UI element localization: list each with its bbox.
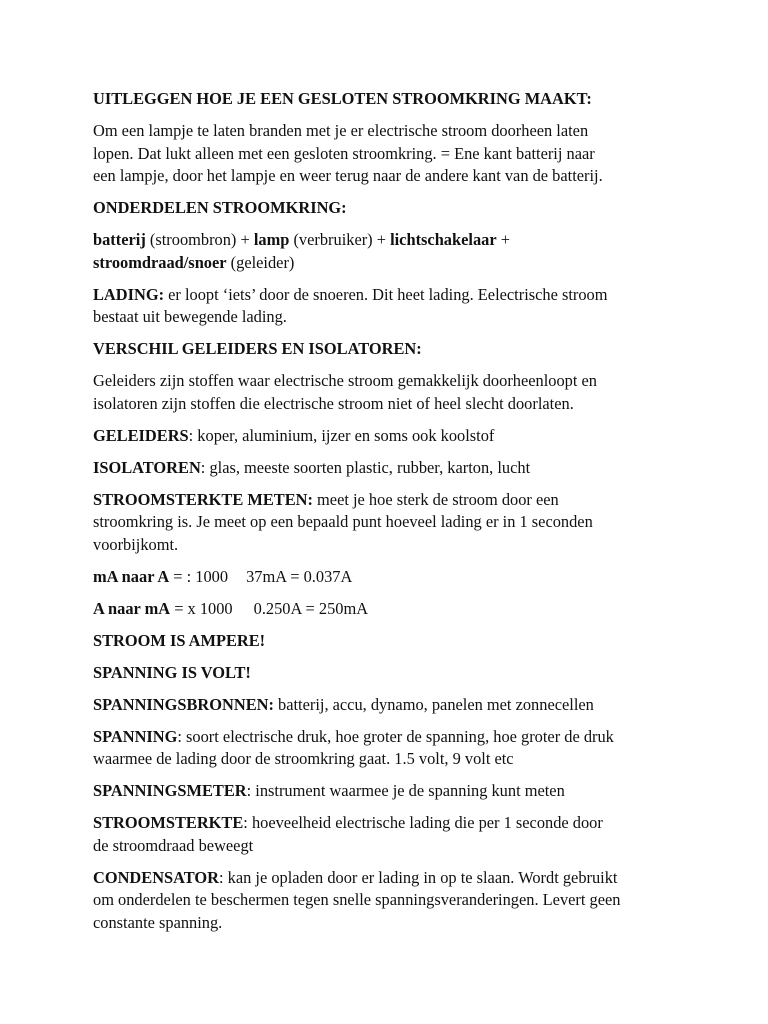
condensator-line-2: om onderdelen te beschermen tegen snelle spanningsveranderingen. Levert geen — [93, 890, 621, 909]
stroomsterkte-meten-line-3: voorbijkomt. — [93, 534, 179, 554]
verschil-line-1: Geleiders zijn stoffen waar electrische stroom gemakkelijk doorheenloopt en — [93, 371, 597, 390]
a-naar-ma-example: 0.250A = 250mA — [253, 598, 369, 618]
stroomsterkte-paragraph — [93, 812, 693, 857]
lading-line-2: bestaat uit bewegende lading. — [93, 307, 287, 326]
a-naar-ma-paragraph — [93, 598, 693, 621]
condensator-paragraph — [93, 867, 693, 935]
stroomsterkte-meten-line-1 — [93, 489, 693, 512]
batterij-desc: (stroombron) + — [145, 230, 254, 249]
isolatoren-text: : glas, meeste soorten plastic, rubber, karton, lucht — [200, 457, 531, 477]
term-lading: LADING: — [93, 284, 165, 304]
snoer-desc: (geleider) — [226, 252, 295, 272]
spanning-is-volt: SPANNING IS VOLT! — [93, 662, 251, 682]
onderdelen-paragraph — [93, 229, 693, 274]
term-batterij: batterij — [93, 230, 146, 249]
geleiders-text: : koper, aluminium, ijzer en soms ook koolstof — [188, 425, 495, 445]
term-condensator: CONDENSATOR — [93, 867, 219, 887]
ma-naar-a-example: 37mA = 0.037A — [246, 566, 353, 586]
geleiders-paragraph — [93, 425, 693, 448]
term-isolatoren: ISOLATOREN — [93, 457, 201, 477]
a-naar-ma-formula: = x 1000 — [170, 598, 233, 618]
onderdelen-line-1 — [93, 229, 693, 252]
condensator-line-3: constante spanning. — [93, 912, 223, 932]
spanning-line-1 — [93, 726, 693, 749]
lamp-desc: (verbruiker) + — [289, 230, 391, 249]
intro-line-3: een lampje, door het lampje en weer terug naar de andere kant van de batterij. — [93, 166, 603, 185]
term-geleiders: GELEIDERS — [93, 425, 189, 445]
term-lichtschakelaar: lichtschakelaar — [390, 230, 497, 249]
lading-line-1 — [93, 284, 693, 307]
stroomsterkte-meten-line-2: stroomkring is. Je meet op een bepaald punt hoeveel lading er in 1 seconden — [93, 512, 593, 531]
ma-naar-a-paragraph — [93, 566, 693, 589]
term-spanning: SPANNING — [93, 726, 178, 746]
spanning-text-1: : soort electrische druk, hoe groter de spanning, hoe groter de druk — [177, 726, 614, 746]
intro-paragraph — [93, 120, 693, 188]
term-a-naar-ma: A naar mA — [93, 598, 171, 618]
ma-naar-a-formula: = : 1000 — [169, 566, 229, 586]
intro-line-1: Om een lampje te laten branden met je er electrische stroom doorheen laten — [93, 121, 589, 140]
term-spanningsbronnen: SPANNINGSBRONNEN: — [93, 694, 274, 714]
onderdelen-line-2 — [93, 252, 693, 275]
verschil-line-2: isolatoren zijn stoffen die electrische stroom niet of heel slecht doorlaten. — [93, 393, 574, 413]
condensator-line-1 — [93, 867, 693, 890]
verschil-heading: VERSCHIL GELEIDERS EN ISOLATOREN: — [93, 339, 422, 358]
spanning-paragraph — [93, 726, 693, 771]
term-stroomsterkte: STROOMSTERKTE — [93, 813, 244, 832]
onderdelen-heading: ONDERDELEN STROOMKRING: — [93, 198, 347, 217]
plus-sign: + — [496, 230, 510, 249]
lading-paragraph — [93, 284, 693, 329]
term-spanningsmeter: SPANNINGSMETER — [93, 781, 247, 800]
verschil-paragraph — [93, 370, 693, 415]
lading-text-1: er loopt ‘iets’ door de snoeren. Dit heet lading. Eelectrische stroom — [164, 284, 608, 304]
condensator-text-1: : kan je opladen door er lading in op te slaan. Wordt gebruikt — [219, 867, 618, 887]
isolatoren-paragraph — [93, 457, 693, 480]
page-title: UITLEGGEN HOE JE EEN GESLOTEN STROOMKRING MAAKT: — [93, 89, 592, 108]
stroom-is-ampere: STROOM IS AMPERE! — [93, 630, 266, 650]
spanningsmeter-paragraph — [93, 780, 693, 803]
spanningsmeter-text: : instrument waarmee je de spanning kunt meten — [246, 781, 565, 800]
spanningsbronnen-paragraph — [93, 694, 693, 717]
spanning-line-2: waarmee de lading door de stroomkring gaat. 1.5 volt, 9 volt etc — [93, 749, 514, 768]
term-lamp: lamp — [253, 230, 290, 249]
spanningsbronnen-text: batterij, accu, dynamo, panelen met zonnecellen — [273, 694, 594, 714]
term-stroomsterkte-meten: STROOMSTERKTE METEN: — [93, 489, 313, 509]
intro-line-2: lopen. Dat lukt alleen met een gesloten stroomkring. = Ene kant batterij naar — [93, 143, 595, 163]
term-snoer: stroomdraad/snoer — [93, 252, 227, 272]
stroomsterkte-meten-text-1: meet je hoe sterk de stroom door een — [312, 489, 559, 509]
stroomsterkte-line-1 — [93, 812, 693, 835]
document-page — [93, 88, 693, 944]
stroomsterkte-meten-paragraph — [93, 489, 693, 557]
term-ma-naar-a: mA naar A — [93, 566, 170, 586]
stroomsterkte-text-1: : hoeveelheid electrische lading die per 1 seconde door — [243, 813, 603, 832]
stroomsterkte-line-2: de stroomdraad beweegt — [93, 835, 254, 855]
